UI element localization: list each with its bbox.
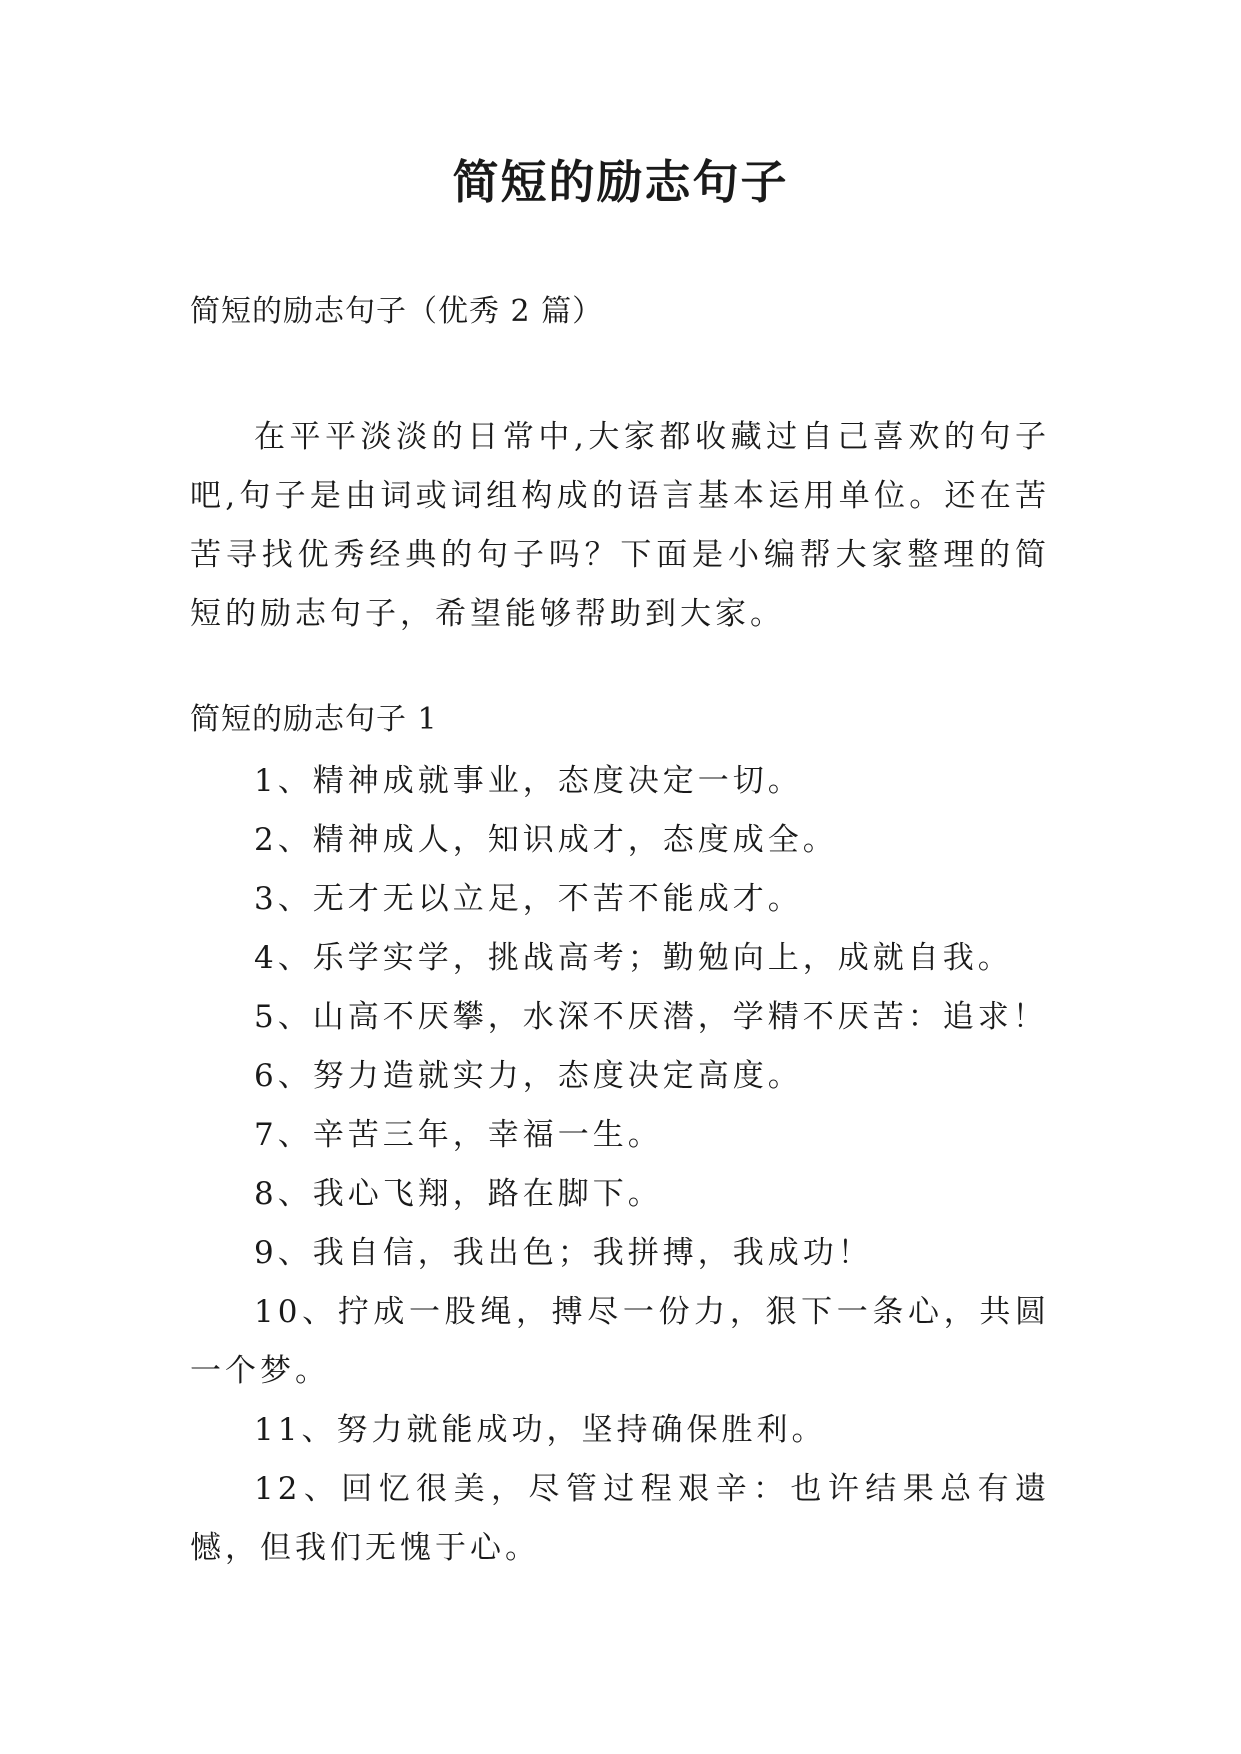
list-item: 5、山高不厌攀，水深不厌潜，学精不厌苦：追求！ xyxy=(254,999,1048,1035)
list-item: 11、努力就能成功，坚持确保胜利。 xyxy=(254,1412,827,1448)
list-item: 3、无才无以立足，不苦不能成才。 xyxy=(254,881,803,917)
list-item: 1、精神成就事业，态度决定一切。 xyxy=(254,763,803,799)
sentence-list xyxy=(190,752,1050,1578)
list-item: 10、拧成一股绳，搏尽一份力，狠下一条心，共圆一个梦。 xyxy=(190,1294,1050,1389)
list-item: 12、回忆很美，尽管过程艰辛：也许结果总有遗憾，但我们无愧于心。 xyxy=(190,1471,1050,1566)
list-item: 9、我自信，我出色；我拼搏，我成功！ xyxy=(254,1235,873,1271)
list-item: 7、辛苦三年，幸福一生。 xyxy=(254,1117,663,1153)
document-subtitle: 简短的励志句子（优秀 2 篇） xyxy=(190,294,604,329)
intro-paragraph: 在平平淡淡的日常中,大家都收藏过自己喜欢的句子吧,句子是由词或词组构成的语言基本运用单位。还在苦苦寻找优秀经典的句子吗？下面是小编帮大家整理的简短的励志句子，希望能够帮助到大家。 xyxy=(190,419,1050,632)
list-item: 8、我心飞翔，路在脚下。 xyxy=(254,1176,663,1212)
list-item: 6、努力造就实力，态度决定高度。 xyxy=(254,1058,803,1094)
list-item: 4、乐学实学，挑战高考；勤勉向上，成就自我。 xyxy=(254,940,1013,976)
list-item: 2、精神成人，知识成才，态度成全。 xyxy=(254,822,838,858)
section-heading: 简短的励志句子 1 xyxy=(190,702,438,737)
page-title: 简短的励志句子 xyxy=(452,155,789,209)
